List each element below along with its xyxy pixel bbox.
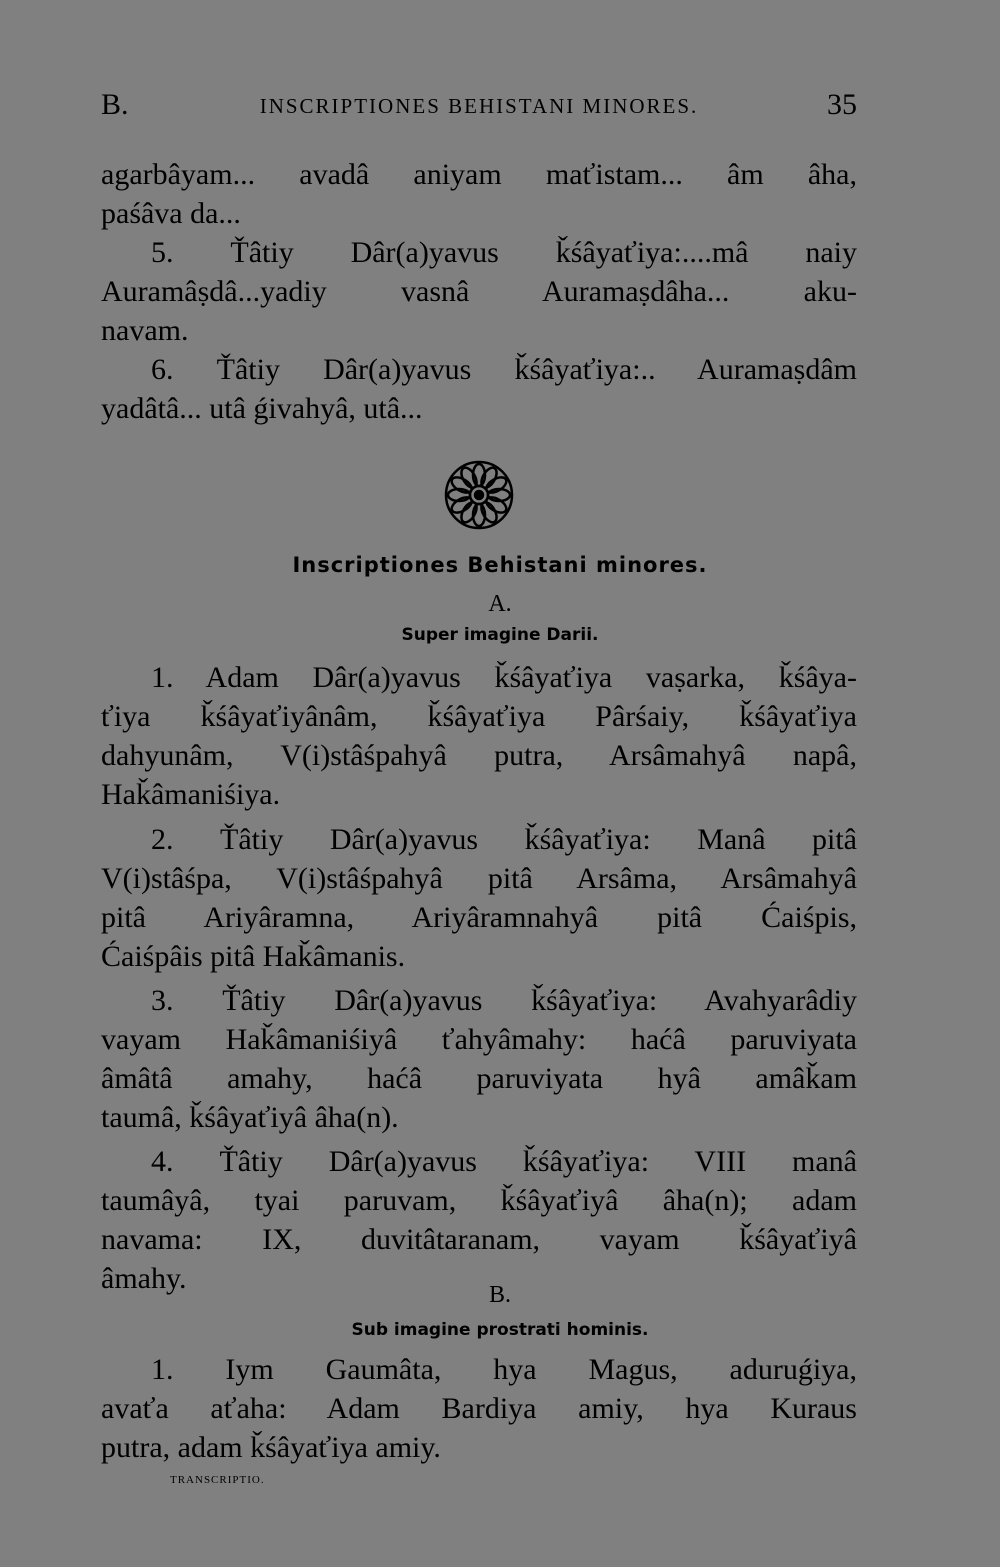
part-b-letter: B. [488, 1282, 511, 1308]
text-line: navama: IX, duvitâtaranam, vayam ǩśâyaťiyâ [101, 1223, 857, 1256]
text-line: âmahy. [101, 1262, 187, 1295]
text-line: 1. Iym Gaumâta, hya Magus, aduruǵiya, [151, 1353, 857, 1386]
text-line: âmâtâ amahy, haćâ paruviyata hyâ amâǩam [101, 1062, 857, 1095]
text-line: taumâyâ, tyai paruvam, ǩśâyaťiyâ âha(n); adam [101, 1184, 857, 1217]
part-b-subtitle: Sub imagine prostrati hominis. [351, 1320, 649, 1340]
part-a-subtitle: Super imagine Darii. [401, 625, 599, 645]
text-line: 1. Adam Dâr(a)yavus ǩśâyaťiya vaṣarka, ǩśâya- [151, 661, 857, 694]
part-a-text-block [101, 658, 857, 1298]
text-line: 4. Ťâtiy Dâr(a)yavus ǩśâyaťiya: VIII manâ [151, 1145, 857, 1178]
page-number: 35 [827, 88, 857, 121]
signature-mark: TRANSCRIPTIO. [170, 1474, 265, 1486]
rosette-ornament-icon [442, 458, 516, 532]
text-line: Auramâṣdâ...yadiy vasnâ Auramaṣdâha... aku- [101, 275, 857, 308]
text-line: 5. Ťâtiy Dâr(a)yavus ǩśâyaťiya:....mâ naiy [151, 236, 857, 269]
text-line: agarbâyam... avadâ aniyam maťistam... âm âha, [101, 158, 857, 191]
header-running-title: INSCRIPTIONES BEHISTANI MINORES. [259, 94, 699, 118]
text-line: vayam Haǩâmaniśiyâ ťahyâmahy: haćâ paruviyata [101, 1023, 857, 1056]
text-line: ťiya ǩśâyaťiyânâm, ǩśâyaťiya Pârśaiy, ǩśâyaťiya [101, 700, 857, 733]
header-section-letter: B. [101, 88, 129, 121]
text-line: avaťa aťaha: Adam Bardiya amiy, hya Kuraus [101, 1392, 857, 1425]
text-line: putra, adam ǩśâyaťiya amiy. [101, 1431, 441, 1464]
text-line: 2. Ťâtiy Dâr(a)yavus ǩśâyaťiya: Manâ pitâ [151, 823, 857, 856]
text-line: 3. Ťâtiy Dâr(a)yavus ǩśâyaťiya: Avahyarâdiy [151, 984, 857, 1017]
text-line: taumâ, ǩśâyaťiyâ âha(n). [101, 1101, 399, 1134]
text-line: V(i)stâśpa, V(i)stâśpahyâ pitâ Arsâma, Arsâmahyâ [101, 862, 857, 895]
text-line: 6. Ťâtiy Dâr(a)yavus ǩśâyaťiya:.. Auramaṣdâm [151, 353, 857, 386]
top-text-block [101, 155, 857, 428]
section-title: Inscriptiones Behistani minores. [292, 553, 708, 577]
text-line: dahyunâm, V(i)stâśpahyâ putra, Arsâmahyâ napâ, [101, 739, 857, 772]
text-line: yadâtâ... utâ ǵivahyâ, utâ... [101, 392, 423, 425]
part-b-text-block [101, 1350, 857, 1467]
running-header [101, 88, 857, 128]
text-line: pitâ Ariyâramna, Ariyâramnahyâ pitâ Ćaiśpis, [101, 901, 857, 934]
text-line: paśâva da... [101, 197, 241, 230]
text-line: Haǩâmaniśiya. [101, 778, 281, 811]
part-a-letter: A. [488, 591, 512, 617]
text-line: Ćaiśpâis pitâ Haǩâmanis. [101, 940, 406, 973]
text-line: navam. [101, 314, 189, 347]
